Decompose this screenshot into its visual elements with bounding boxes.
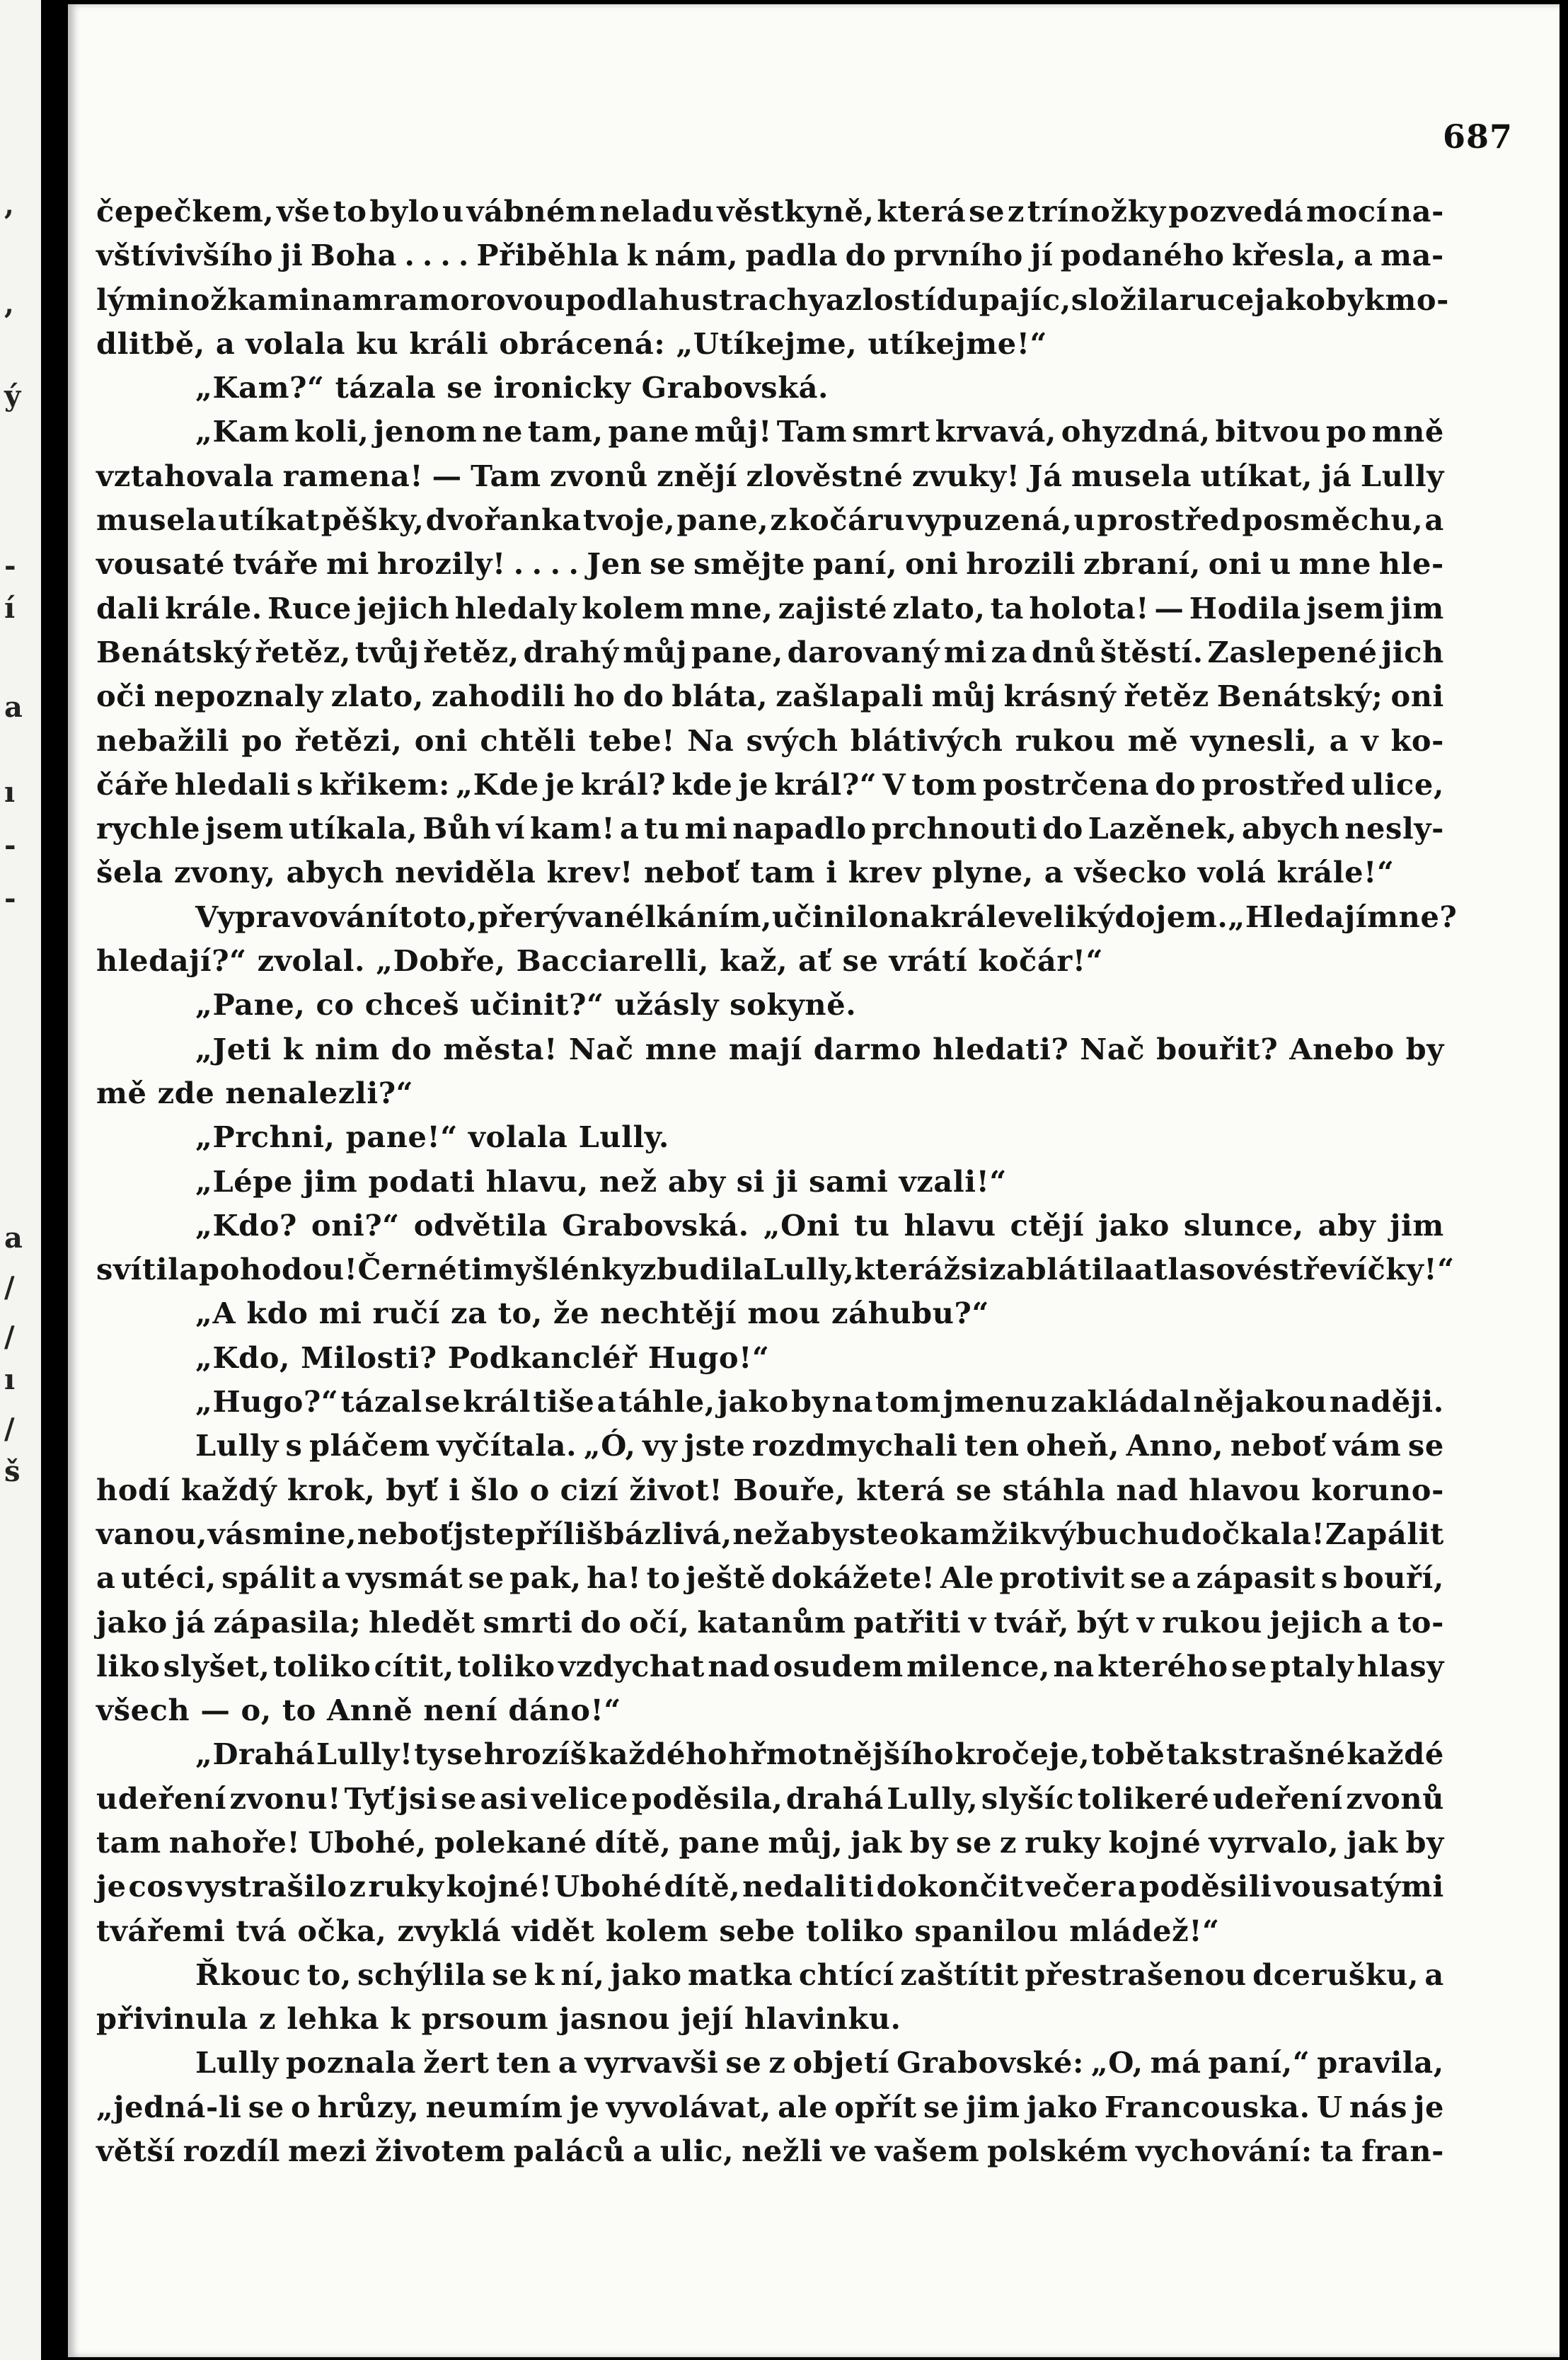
margin-fragment: - bbox=[4, 882, 16, 915]
text-line: rychle jsem utíkala, Bůh ví kam! a tu mi napadlo prchnouti do Lazěnek, abych nesly- bbox=[96, 811, 1444, 846]
text-line: „A kdo mi ručí za to, že nechtějí mou záhubu?“ bbox=[195, 1296, 989, 1331]
text-line: „Kdo? oni?“ odvětila Grabovská. „Oni tu hlavu ctějí jako slunce, aby jim bbox=[195, 1207, 1444, 1243]
text-line: vztahovala ramena! — Tam zvonů znějí zlověstné zvuky! Já musela utíkat, já Lully bbox=[96, 458, 1444, 493]
text-line: dlitbě, a volala ku králi obrácená: „Utíkejme, utíkejme!“ bbox=[96, 326, 1048, 361]
text-line: tvářemi tvá očka, zvyklá vidět kolem sebe toliko spanilou mládež!“ bbox=[96, 1913, 1220, 1948]
text-line: svítila pohodou! Černé ti myšlénky zbudila Lully, kteráž si zablátila atlasové střevíčky!“ bbox=[96, 1252, 1455, 1287]
margin-fragment: , bbox=[4, 287, 14, 321]
body-text bbox=[96, 190, 1458, 2173]
text-line: větší rozdíl mezi životem paláců a ulic, nežli ve vašem polském vychování: ta fran- bbox=[96, 2134, 1444, 2169]
text-line: mě zde nenalezli?“ bbox=[96, 1075, 414, 1110]
text-line: hodí každý krok, byť i šlo o cizí život! Bouře, která se stáhla nad hlavou koruno- bbox=[96, 1472, 1444, 1507]
text-line: je cos vystrašilo z ruky kojné! Ubohé dítě, nedali ti dokončit večer a poděsili vousatými bbox=[96, 1869, 1444, 1904]
margin-fragment: - bbox=[4, 549, 16, 582]
text-line: Lully s pláčem vyčítala. „Ó, vy jste rozdmychali ten oheň, Anno, neboť vám se bbox=[195, 1428, 1444, 1463]
text-line: musela utíkat pěšky, dvořanka tvoje, pane, z kočáru vypuzená, u prostřed posměchu, a bbox=[96, 502, 1444, 538]
text-line: Benátský řetěz, tvůj řetěz, drahý můj pane, darovaný mi za dnů štěstí. Zaslepené jich bbox=[96, 634, 1444, 669]
margin-fragment: ı bbox=[4, 776, 16, 809]
text-line: vštívivšího ji Boha . . . . Přiběhla k nám, padla do prvního jí podaného křesla, a ma- bbox=[96, 238, 1444, 273]
text-line: „Kam?“ tázala se ironicky Grabovská. bbox=[195, 370, 829, 405]
margin-fragment: , bbox=[4, 188, 14, 221]
text-line: „Kdo, Milosti? Podkancléř Hugo!“ bbox=[195, 1340, 770, 1375]
margin-fragment: a bbox=[4, 1221, 23, 1255]
page-number: 687 bbox=[1442, 117, 1513, 156]
text-line: hledají?“ zvolal. „Dobře, Bacciarelli, kaž, ať se vrátí kočár!“ bbox=[96, 943, 1104, 979]
text-line: „jedná-li se o hrůzy, neumím je vyvolávat, ale opřít se jim jako Francouska. U nás je bbox=[96, 2089, 1444, 2124]
text-line: čáře hledali s křikem: „Kde je král? kde je král?“ V tom postrčena do prostřed ulice, bbox=[96, 766, 1444, 802]
text-line: „Jeti k nim do města! Nač mne mají darmo hledati? Nač bouřit? Anebo by bbox=[195, 1031, 1444, 1066]
margin-fragment: / bbox=[4, 1412, 15, 1446]
text-line: vousaté tváře mi hrozily! . . . . Jen se smějte paní, oni hrozili zbraní, oni u mne hle- bbox=[96, 546, 1444, 582]
text-line: oči nepoznaly zlato, zahodili ho do bláta, zašlapali můj krásný řetěz Benátský; oni bbox=[96, 679, 1444, 714]
margin-fragment: ý bbox=[4, 379, 21, 413]
text-line: jako já zápasila; hledět smrti do očí, katanům patřiti v tvář, být v rukou jejich a to- bbox=[96, 1604, 1444, 1640]
text-line: Řkouc to, schýlila se k ní, jako matka chtící zaštítit přestrašenou dcerušku, a bbox=[195, 1957, 1444, 1992]
text-line: čepečkem, vše to bylo u vábném neladu věstkyně, která se z trínožky pozvedá mocí na- bbox=[96, 194, 1444, 229]
margin-fragment: / bbox=[4, 1320, 15, 1354]
margin-fragment: í bbox=[4, 592, 16, 625]
margin-fragment: / bbox=[4, 1271, 15, 1304]
text-line: „Hugo?“ tázal se král tiše a táhle, jako by na tom jmenu zakládal nějakou naději. bbox=[195, 1384, 1444, 1420]
book-page bbox=[68, 4, 1560, 2357]
text-line: dali krále. Ruce jejich hledaly kolem mne, zajisté zlato, ta holota! — Hodila jsem jim bbox=[96, 590, 1444, 626]
previous-page-edge bbox=[0, 0, 41, 2360]
text-line: Vypravování toto, přerývané lkáním, učinilo na krále veliký dojem. „Hledají mne? bbox=[195, 899, 1458, 934]
margin-fragment: - bbox=[4, 829, 16, 862]
text-line: a utéci, spálit a vysmát se pak, ha! to ještě dokážete! Ale protivit se a zápasit s bouří, bbox=[96, 1560, 1444, 1596]
margin-fragment: a bbox=[4, 691, 23, 724]
text-line: šela zvony, abych neviděla krev! neboť tam i krev plyne, a všecko volá krále!“ bbox=[96, 855, 1395, 890]
text-line: tam nahoře! Ubohé, polekané dítě, pane můj, jak by se z ruky kojné vyrvalo, jak by bbox=[96, 1824, 1444, 1860]
text-line: liko slyšet, toliko cítit, toliko vzdychat nad osudem milence, na kterého se ptaly hlasy bbox=[96, 1648, 1444, 1683]
text-line: vanou, vás mine, neboť jste příliš bázlivá, než abyste okamžik výbuchu dočkala! Zapálit bbox=[96, 1516, 1444, 1551]
text-line: všech — o, to Anně není dáno!“ bbox=[96, 1693, 621, 1728]
text-line: lými nožkami na mramorovou podlahu strachy a zlostí dupajíc, složila ruce jako by k mo- bbox=[96, 282, 1449, 317]
margin-fragment: š bbox=[4, 1455, 21, 1488]
text-line: nebažili po řetězi, oni chtěli tebe! Na svých blátivých rukou mě vynesli, a v ko- bbox=[96, 723, 1444, 758]
text-line: „Prchni, pane!“ volala Lully. bbox=[195, 1119, 669, 1155]
text-line: „Pane, co chceš učinit?“ užásly sokyně. bbox=[195, 987, 857, 1023]
text-line: „Lépe jim podati hlavu, než aby si ji sami vzali!“ bbox=[195, 1163, 1007, 1199]
margin-fragment: ı bbox=[4, 1363, 16, 1396]
text-line: udeření zvonu! Tyť jsi se asi velice poděsila, drahá Lully, slyšíc tolikeré udeření zvonů bbox=[96, 1780, 1444, 1816]
text-line: Lully poznala žert ten a vyrvavši se z objetí Grabovské: „O, má paní,“ pravila, bbox=[195, 2045, 1444, 2080]
text-line: „Drahá Lully! ty se hrozíš každého hřmotnějšího kročeje, tobě tak strašné každé bbox=[195, 1737, 1444, 1772]
text-line: přivinula z lehka k prsoum jasnou její hlavinku. bbox=[96, 2001, 901, 2037]
text-line: „Kam koli, jenom ne tam, pane můj! Tam smrt krvavá, ohyzdná, bitvou po mně bbox=[195, 414, 1444, 449]
